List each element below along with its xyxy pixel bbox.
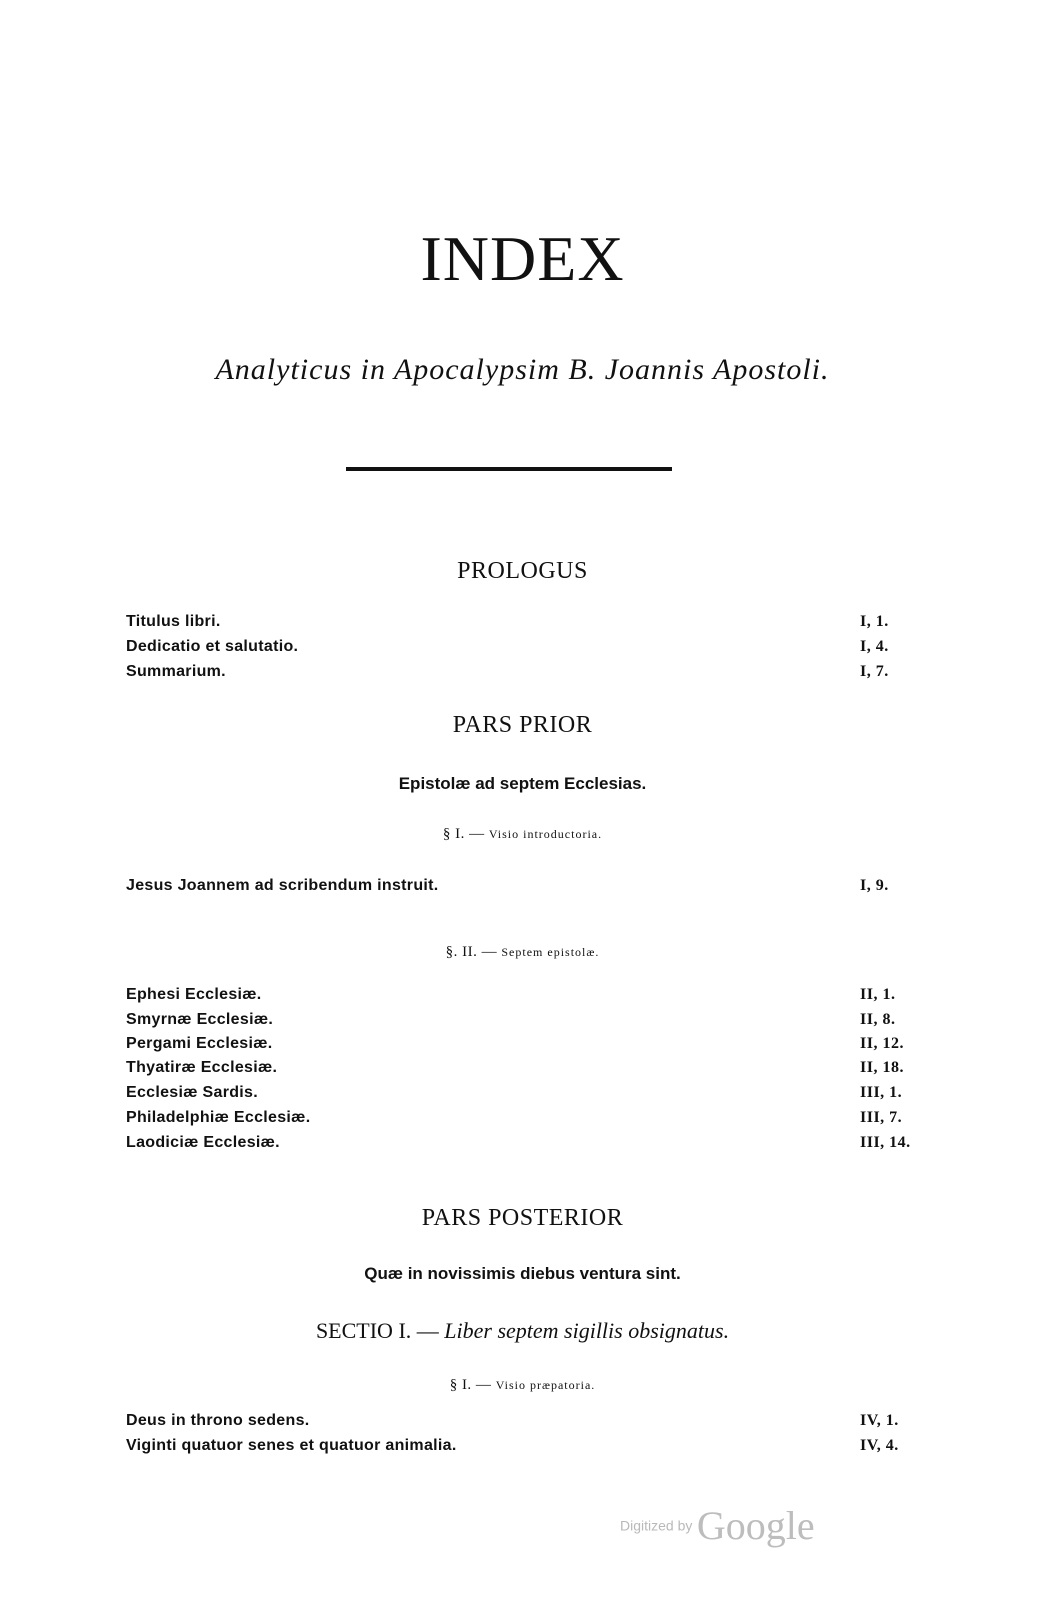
entry-text: Ecclesiæ Sardis. (126, 1084, 258, 1101)
entry-text: Thyatiræ Ecclesiæ. (126, 1059, 278, 1076)
sectio-label: SECTIO I. — (315, 1318, 439, 1343)
entry-text: Laodiciæ Ecclesiæ. (126, 1134, 280, 1151)
entry-ref: II, 18. (860, 1059, 904, 1076)
entry-text: Smyrnæ Ecclesiæ. (126, 1011, 274, 1028)
entry-ref: III, 7. (860, 1109, 903, 1126)
entry-ref: II, 12. (860, 1035, 904, 1052)
page-title: INDEX (420, 223, 625, 294)
entry-ref: IV, 1. (860, 1412, 899, 1429)
digitized-watermark (620, 1502, 815, 1549)
entry-ref: II, 1. (860, 986, 896, 1003)
page-subtitle: Analyticus in Apocalypsim B. Joannis Apostoli. (215, 353, 830, 386)
entry-ref: IV, 4. (860, 1437, 899, 1454)
section-heading (0, 826, 1045, 843)
entry-text: Titulus libri. (126, 613, 221, 630)
watermark-prefix: Digitized by (620, 1517, 693, 1534)
entry-text: Ephesi Ecclesiæ. (126, 986, 262, 1003)
entry-text: Pergami Ecclesiæ. (126, 1035, 273, 1052)
entry-ref: III, 1. (860, 1084, 903, 1101)
sectio-heading (0, 1318, 1045, 1344)
google-logo: Google (696, 1503, 815, 1548)
pars-prior-subheading: Epistolæ ad septem Ecclesias. (398, 774, 647, 793)
section-number: § I. — (449, 1377, 492, 1393)
prologus-heading: PROLOGUS (457, 558, 588, 584)
entry-text: Dedicatio et salutatio. (126, 638, 299, 655)
pars-prior-heading: PARS PRIOR (452, 712, 593, 738)
section-title: Visio introductoria. (488, 827, 603, 841)
entry-ref: I, 1. (860, 613, 889, 630)
title-rule (346, 467, 672, 471)
section-heading (0, 1377, 1045, 1394)
pars-posterior-heading: PARS POSTERIOR (421, 1205, 624, 1231)
entry-text: Philadelphiæ Ecclesiæ. (126, 1109, 311, 1126)
entry-ref: I, 7. (860, 663, 889, 680)
section-heading (0, 944, 1045, 961)
entry-text: Summarium. (126, 663, 226, 680)
section-title: Septem epistolæ. (501, 945, 600, 959)
entry-text: Jesus Joannem ad scribendum instruit. (126, 877, 439, 894)
entry-text: Viginti quatuor senes et quatuor animalia. (126, 1437, 457, 1454)
entry-text: Deus in throno sedens. (126, 1412, 310, 1429)
entry-ref: II, 8. (860, 1011, 896, 1028)
pars-posterior-subheading: Quæ in novissimis diebus ventura sint. (364, 1264, 681, 1283)
entry-ref: III, 14. (860, 1134, 911, 1151)
entry-ref: I, 9. (860, 877, 889, 894)
section-title: Visio præpatoria. (495, 1378, 596, 1392)
section-number: § I. — (442, 826, 485, 842)
entry-ref: I, 4. (860, 638, 889, 655)
section-number: §. II. — (445, 944, 498, 960)
sectio-title: Liber septem sigillis obsignatus. (444, 1318, 730, 1343)
